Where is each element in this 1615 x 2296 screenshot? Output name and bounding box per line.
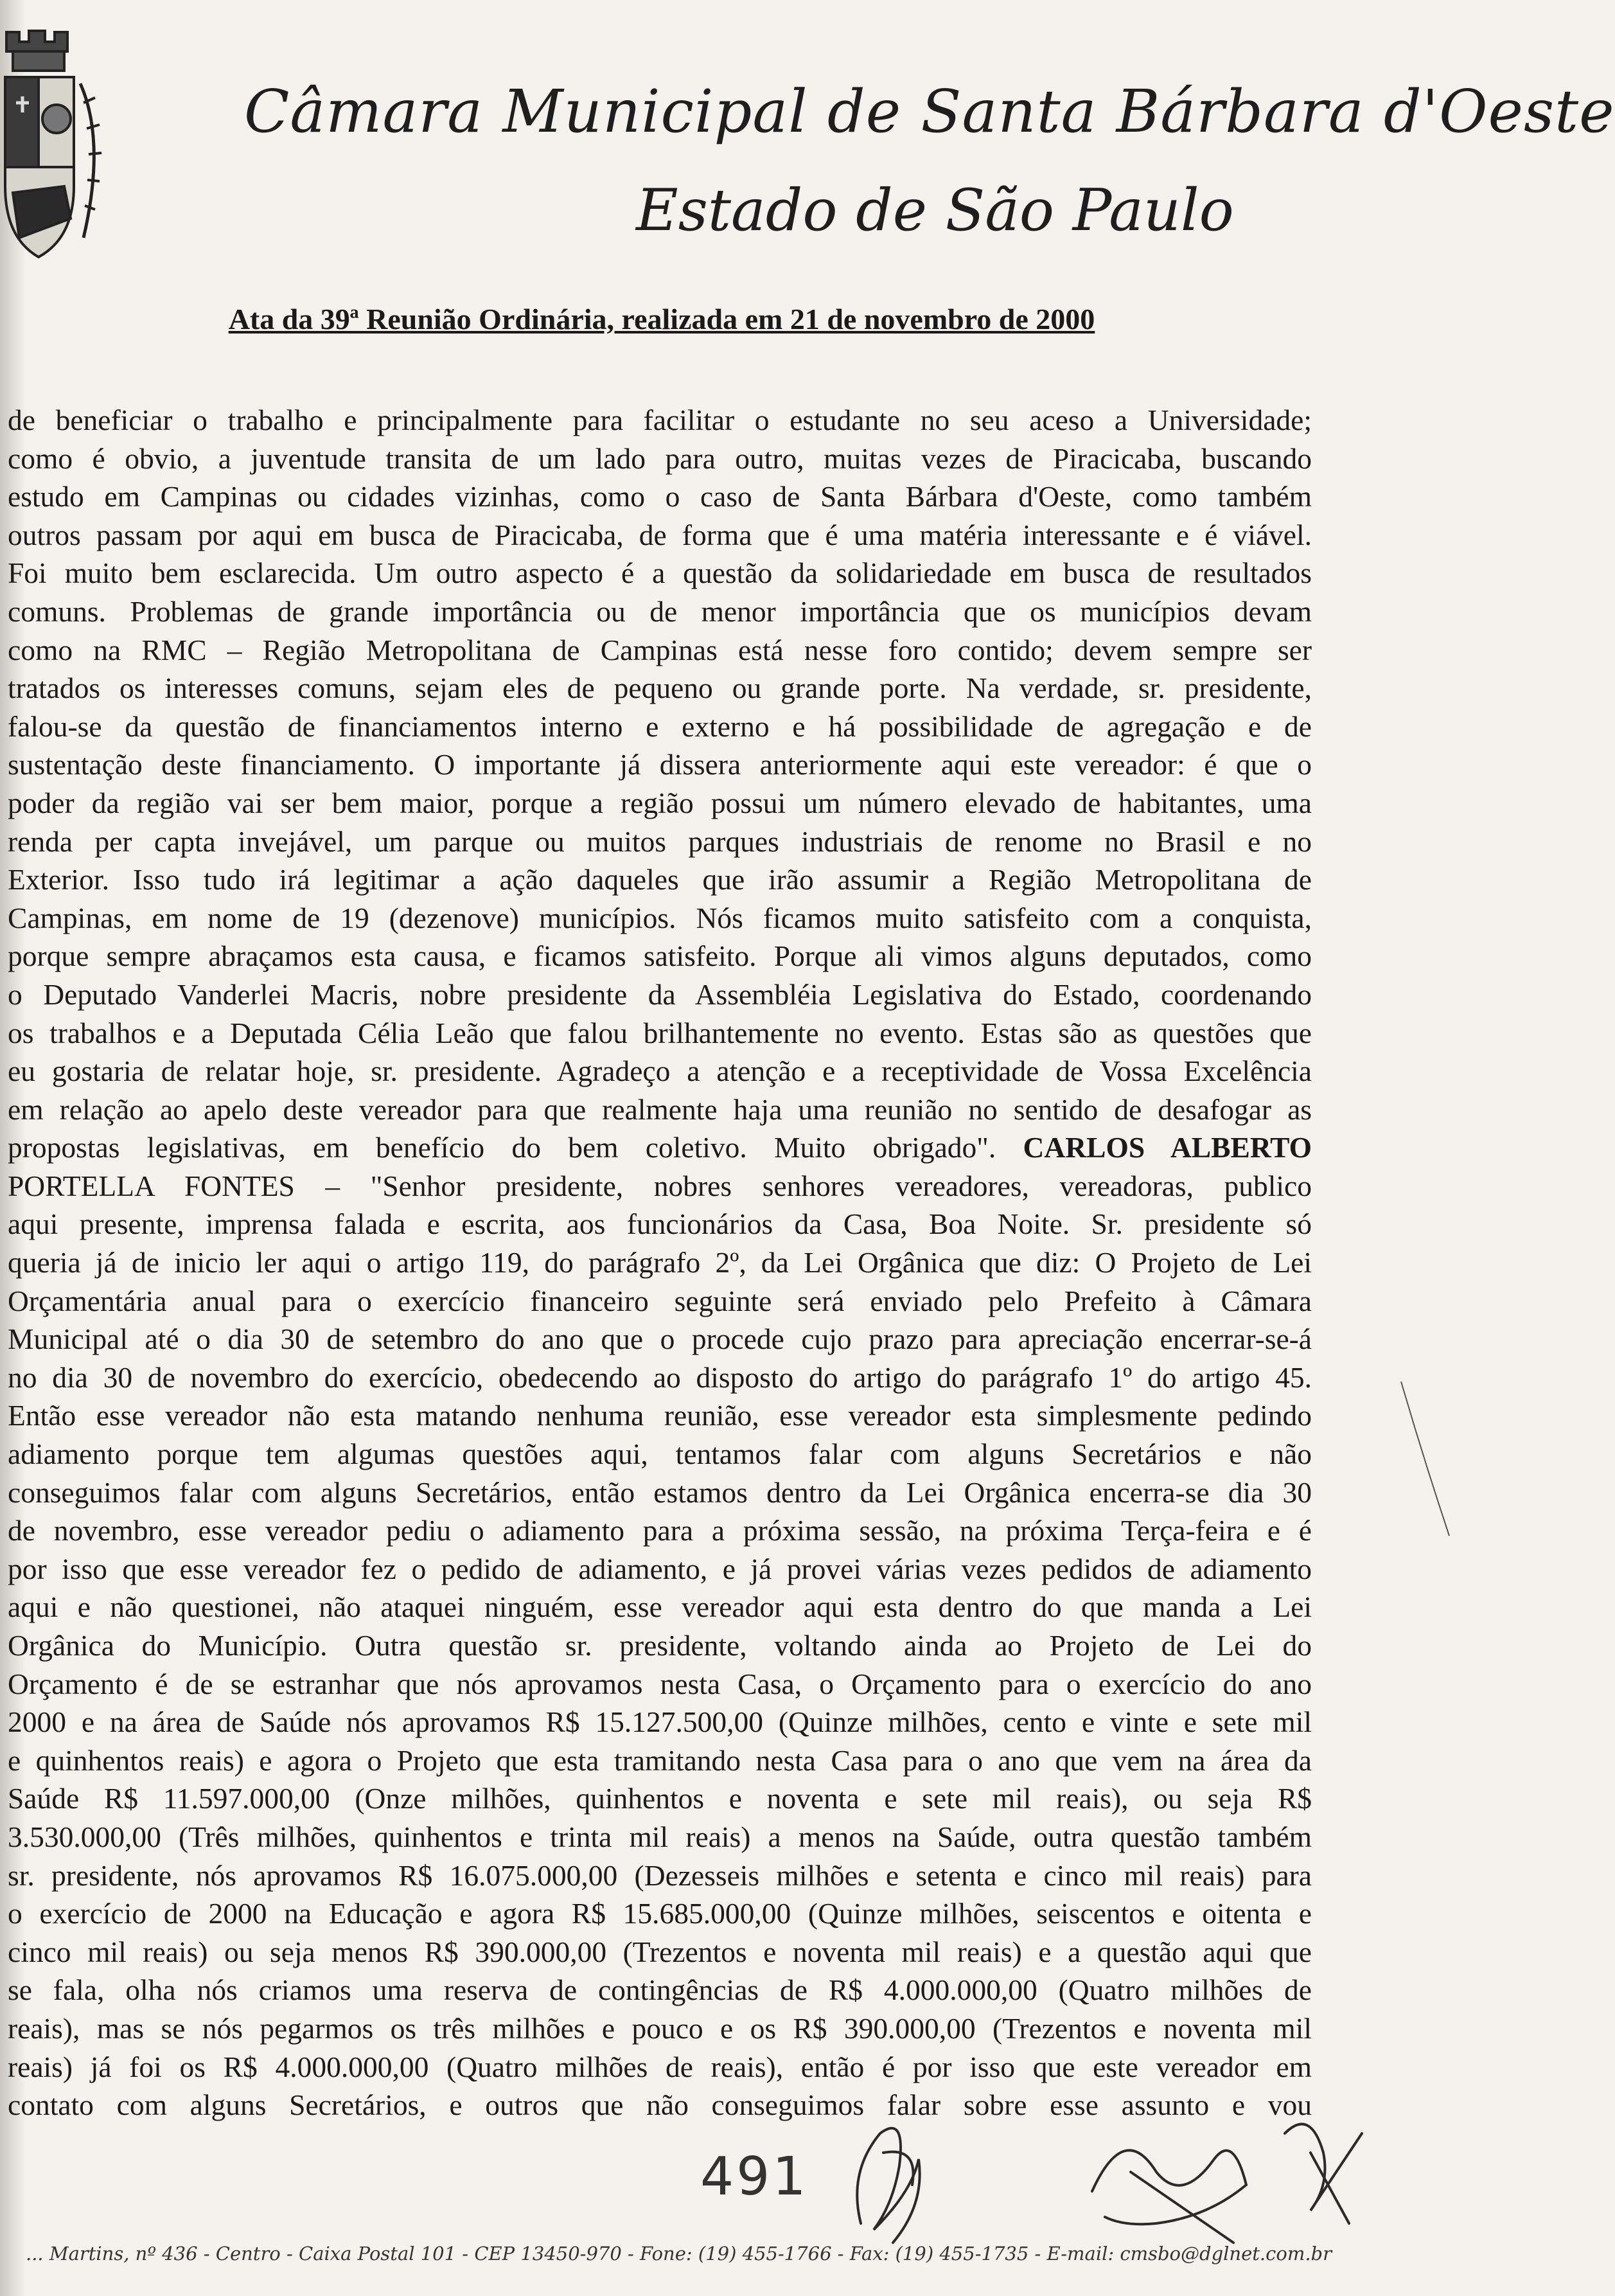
body-line: reais), mas se nós pegarmos os três milhões e pouco e os R$ 390.000,00 (Trezentos e noventa mil	[8, 2011, 1312, 2045]
body-line: como na RMC – Região Metropolitana de Campinas está nesse foro contido; devem sempre ser	[8, 633, 1312, 666]
body-line: Municipal até o dia 30 de setembro do ano que o procede cujo prazo para apreciação encerrar-se-á	[8, 1322, 1312, 1356]
body-line: aqui e não questionei, não ataquei ninguém, esse vereador aqui esta dentro do que manda a Lei	[8, 1590, 1312, 1624]
body-line: conseguimos falar com alguns Secretários, então estamos dentro da Lei Orgânica encerra-se dia 30	[8, 1475, 1312, 1509]
body-line: PORTELLA FONTES – "Senhor presidente, nobres senhores vereadores, vereadoras, publico	[8, 1169, 1312, 1202]
body-line: e quinhentos reais) e agora o Projeto que esta tramitando nesta Casa para o ano que vem na área da	[8, 1743, 1312, 1777]
body-line: como é obvio, a juventude transita de um lado para outro, muitas vezes de Piracicaba, buscando	[8, 441, 1312, 475]
body-line: porque sempre abraçamos esta causa, e ficamos satisfeito. Porque ali vimos alguns deputados, como	[8, 939, 1312, 973]
body-line: no dia 30 de novembro do exercício, obedecendo ao disposto do artigo do parágrafo 1º do artigo 45.	[8, 1360, 1312, 1394]
body-line: se fala, olha nós criamos uma reserva de contingências de R$ 4.000.000,00 (Quatro milhões de	[8, 1973, 1312, 2007]
body-line: poder da região vai ser bem maior, porque a região possui um número elevado de habitantes, uma	[8, 786, 1312, 819]
body-line: estudo em Campinas ou cidades vizinhas, como o caso de Santa Bárbara d'Oeste, como também	[8, 480, 1312, 513]
body-line: de beneficiar o trabalho e principalmente para facilitar o estudante no seu aceso a Universidade;	[8, 404, 1312, 436]
body-line: eu gostaria de relatar hoje, sr. presidente. Agradeço a atenção e a receptividade de Vossa Excelência	[8, 1055, 1312, 1088]
minutes-body	[8, 401, 1312, 2124]
body-line: cinco mil reais) ou seja menos R$ 390.000,00 (Trezentos e noventa mil reais) e a questão aqui que	[8, 1935, 1312, 1968]
body-line: outros passam por aqui em busca de Piracicaba, de forma que é uma matéria interessante e é viável.	[8, 518, 1312, 551]
body-line: de novembro, esse vereador pediu o adiamento para a próxima sessão, na próxima Terça-feira e é	[8, 1514, 1312, 1547]
body-line: queria já de inicio ler aqui o artigo 119, do parágrafo 2º, da Lei Orgânica que diz: O Projeto de Lei	[8, 1246, 1312, 1279]
body-line: aqui presente, imprensa falada e escrita, aos funcionários da Casa, Boa Noite. Sr. presidente só	[8, 1207, 1312, 1241]
body-line: o exercício de 2000 na Educação e agora R$ 15.685.000,00 (Quinze milhões, seiscentos e oitenta e	[8, 1897, 1312, 1930]
body-line: Orgânica do Município. Outra questão sr. presidente, voltando ainda ao Projeto de Lei do	[8, 1629, 1312, 1662]
margin-line-icon	[1398, 1382, 1449, 1549]
body-line: sustentação deste financiamento. O importante já dissera anteriormente aqui este vereador: é que o	[8, 748, 1312, 781]
institution-name: Câmara Municipal de Santa Bárbara d'Oeste	[244, 77, 1615, 146]
body-line: 2000 e na área de Saúde nós aprovamos R$ 15.127.500,00 (Quinze milhões, cento e vinte e sete mil	[8, 1705, 1312, 1739]
body-line: por isso que esse vereador fez o pedido de adiamento, e já provei várias vezes pedidos de adiamento	[8, 1552, 1312, 1585]
municipal-crest-icon	[0, 26, 109, 270]
speaker-name: CARLOS ALBERTO	[1023, 1131, 1312, 1164]
body-line: o Deputado Vanderlei Macris, nobre presidente da Assembléia Legislativa do Estado, coordenando	[8, 977, 1312, 1011]
body-line-text: propostas legislativas, em benefício do bem coletivo. Muito obrigado".	[8, 1131, 996, 1164]
body-line: Foi muito bem esclarecida. Um outro aspecto é a questão da solidariedade em busca de resultados	[8, 556, 1312, 590]
signatures-icon	[822, 2095, 1400, 2262]
body-line: 3.530.000,00 (Três milhões, quinhentos e trinta mil reais) a menos na Saúde, outra questão também	[8, 1820, 1312, 1853]
body-line: Campinas, em nome de 19 (dezenove) municípios. Nós ficamos muito satisfeito com a conquista,	[8, 901, 1312, 934]
body-line: comuns. Problemas de grande importância ou de menor importância que os municípios devam	[8, 594, 1312, 628]
body-line: Saúde R$ 11.597.000,00 (Onze milhões, quinhentos e noventa e sete mil reais), ou seja R$	[8, 1782, 1312, 1815]
body-line: tratados os interesses comuns, sejam eles de pequeno ou grande porte. Na verdade, sr. presidente,	[8, 672, 1312, 705]
body-line: falou-se da questão de financiamentos interno e externo e há possibilidade de agregação e de	[8, 709, 1312, 743]
state-name: Estado de São Paulo	[636, 177, 1234, 244]
body-line: em relação ao apelo deste vereador para que realmente haja uma reunião no sentido de desafogar as	[8, 1092, 1312, 1126]
body-line: Então esse vereador não esta matando nenhuma reunião, esse vereador esta simplesmente pedindo	[8, 1399, 1312, 1432]
body-line: sr. presidente, nós aprovamos R$ 16.075.000,00 (Dezesseis milhões e setenta e cinco mil reais) para	[8, 1858, 1312, 1892]
footer-address: ... Martins, nº 436 - Centro - Caixa Postal 101 - CEP 13450-970 - Fone: (19) 455-1766 - Fax: (19) 455-1735 - E-mail: cmsbo@dglnet.com.br	[26, 2243, 1332, 2265]
body-line: renda per capta invejável, um parque ou muitos parques industriais de renome no Brasil e no	[8, 824, 1312, 858]
body-line: Orçamento é de se estranhar que nós aprovamos nesta Casa, o Orçamento para o exercício do ano	[8, 1667, 1312, 1700]
body-line-with-speaker	[8, 1128, 1312, 1167]
body-line: adiamento porque tem algumas questões aqui, tentamos falar com alguns Secretários e não	[8, 1437, 1312, 1471]
body-line: Exterior. Isso tudo irá legitimar a ação daqueles que irão assumir a Região Metropolitana de	[8, 863, 1312, 896]
body-line: reais) já foi os R$ 4.000.000,00 (Quatro milhões de reais), então é por isso que este vereador em	[8, 2050, 1312, 2083]
page-number: 491	[700, 2146, 809, 2207]
minutes-title: Ata da 39ª Reunião Ordinária, realizada em 21 de novembro de 2000	[228, 303, 1095, 335]
body-line: Orçamentária anual para o exercício financeiro seguinte será enviado pelo Prefeito à Câmara	[8, 1284, 1312, 1317]
body-line: contato com alguns Secretários, e outros que não conseguimos falar sobre esse assunto e vou	[8, 2088, 1312, 2122]
body-line: os trabalhos e a Deputada Célia Leão que falou brilhantemente no evento. Estas são as questões que	[8, 1016, 1312, 1049]
